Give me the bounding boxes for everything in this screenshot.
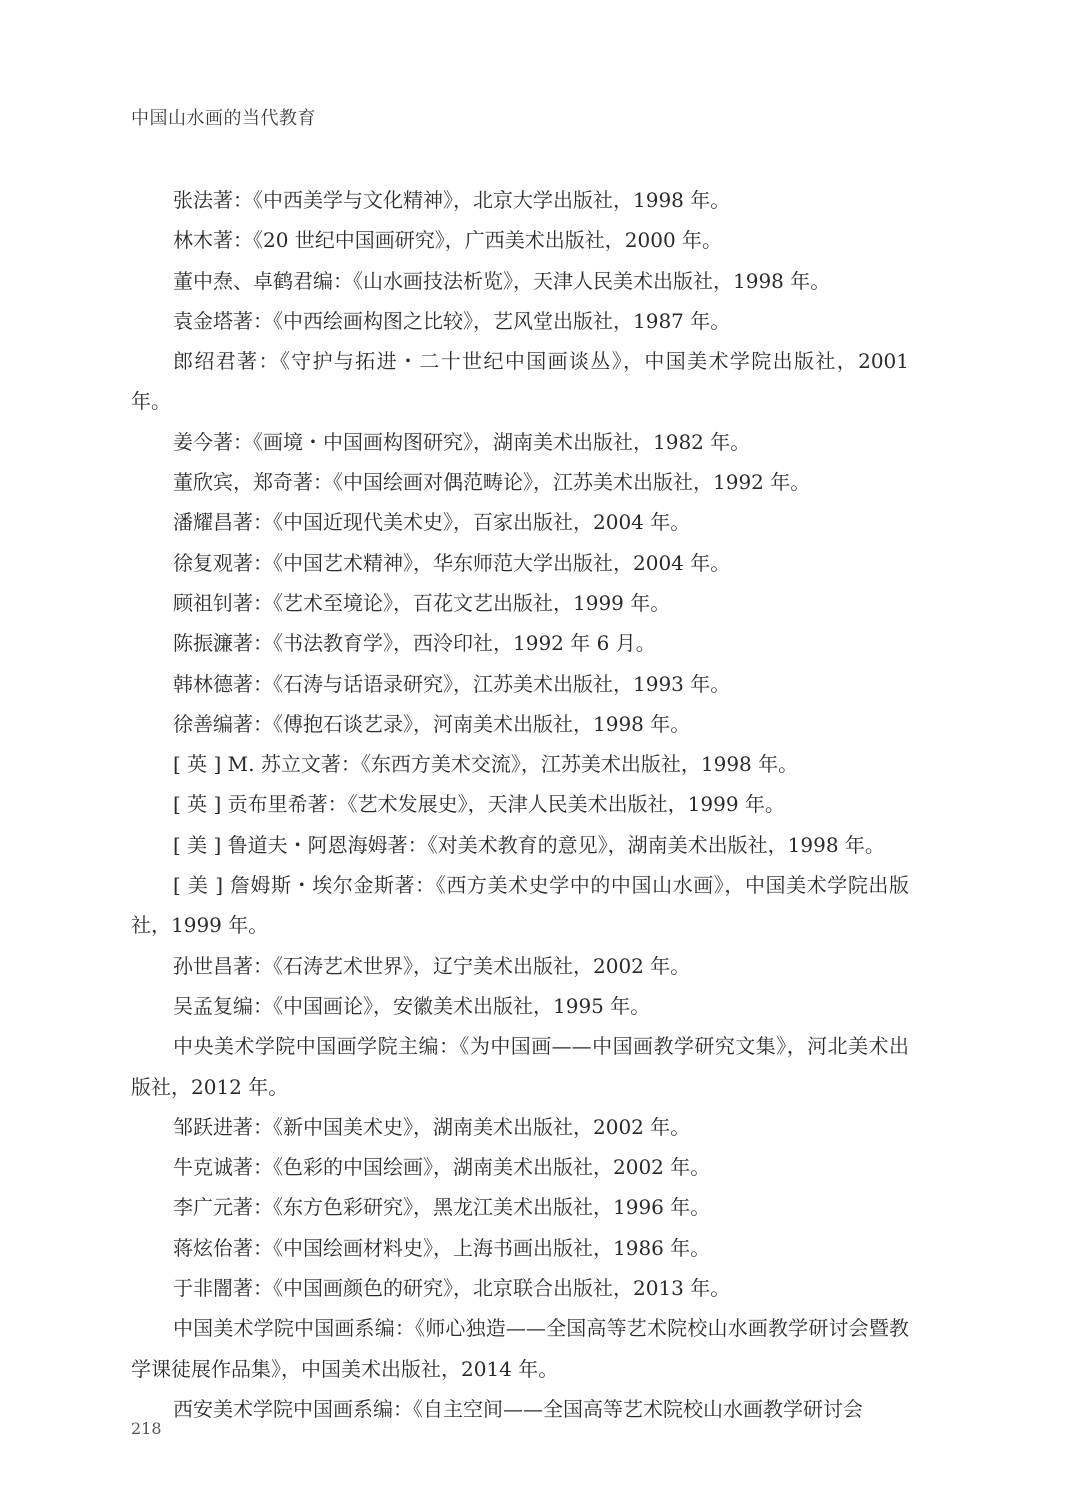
bibliography-entry: 董欣宾，郑奇著：《中国绘画对偶范畴论》，江苏美术出版社，1992 年。 xyxy=(173,470,811,495)
bibliography-entry: 陈振濂著：《书法教育学》，西泠印社，1992 年 6 月。 xyxy=(173,631,656,656)
bibliography-entry: 袁金塔著：《中西绘画构图之比较》，艺风堂出版社，1987 年。 xyxy=(173,308,731,333)
bibliography-entry: 徐善编著：《傅抱石谈艺录》，河南美术出版社，1998 年。 xyxy=(173,711,691,736)
bibliography-entry: [ 美 ] 鲁道夫・阿恩海姆著：《对美术教育的意见》，湖南美术出版社，1998 年。 xyxy=(173,832,885,857)
bibliography-entry: 中央美术学院中国画学院主编：《为中国画——中国画教学研究文集》，河北美术出版社，2012 年。 xyxy=(131,1034,909,1099)
bibliography-entry: 西安美术学院中国画系编：《自主空间——全国高等艺术院校山水画教学研讨会 xyxy=(173,1396,863,1421)
bibliography-entry: [ 英 ] M. 苏立文著：《东西方美术交流》，江苏美术出版社，1998 年。 xyxy=(173,752,799,777)
bibliography-entry: 董中焘、卓鹤君编：《山水画技法析览》，天津人民美术出版社，1998 年。 xyxy=(173,268,831,293)
bibliography-entry: 郎绍君著：《守护与拓进・二十世纪中国画谈丛》，中国美术学院出版社，2001 年。 xyxy=(131,349,909,414)
bibliography-entry: 蒋炫佁著：《中国绘画材料史》，上海书画出版社，1986 年。 xyxy=(173,1235,711,1260)
bibliography-entry: 姜今著：《画境・中国画构图研究》，湖南美术出版社，1982 年。 xyxy=(173,429,751,454)
bibliography-entry: 邹跃进著：《新中国美术史》，湖南美术出版社，2002 年。 xyxy=(173,1114,691,1139)
bibliography-entry: [ 英 ] 贡布里希著：《艺术发展史》，天津人民美术出版社，1999 年。 xyxy=(173,792,785,817)
bibliography-entry: 徐复观著：《中国艺术精神》，华东师范大学出版社，2004 年。 xyxy=(173,550,731,575)
bibliography-entry: 中国美术学院中国画系编：《师心独造——全国高等艺术院校山水画教学研讨会暨教学课徒展作品集》，中国美术出版社，2014 年。 xyxy=(131,1316,909,1381)
bibliography-list xyxy=(131,180,909,1429)
bibliography-entry: 韩林德著：《石涛与话语录研究》，江苏美术出版社，1993 年。 xyxy=(173,671,731,696)
bibliography-entry: 张法著：《中西美学与文化精神》，北京大学出版社，1998 年。 xyxy=(173,188,731,212)
bibliography-entry: 于非闇著：《中国画颜色的研究》，北京联合出版社，2013 年。 xyxy=(173,1276,731,1301)
bibliography-entry: [ 美 ] 詹姆斯・埃尔金斯著：《西方美术史学中的中国山水画》，中国美术学院出版社，1999 年。 xyxy=(131,873,909,938)
bibliography-entry: 林木著：《20 世纪中国画研究》，广西美术出版社，2000 年。 xyxy=(173,228,723,253)
bibliography-entry: 顾祖钊著：《艺术至境论》，百花文艺出版社，1999 年。 xyxy=(173,590,671,615)
bibliography-entry: 吴孟复编：《中国画论》，安徽美术出版社，1995 年。 xyxy=(173,993,651,1018)
page-number: 218 xyxy=(131,1419,162,1438)
running-header: 中国山水画的当代教育 xyxy=(131,108,316,129)
bibliography-entry: 牛克诚著：《色彩的中国绘画》，湖南美术出版社，2002 年。 xyxy=(173,1155,711,1180)
bibliography-entry: 潘耀昌著：《中国近现代美术史》，百家出版社，2004 年。 xyxy=(173,510,691,535)
bibliography-entry: 孙世昌著：《石涛艺术世界》，辽宁美术出版社，2002 年。 xyxy=(173,953,691,978)
bibliography-entry: 李广元著：《东方色彩研究》，黑龙江美术出版社，1996 年。 xyxy=(173,1195,711,1220)
